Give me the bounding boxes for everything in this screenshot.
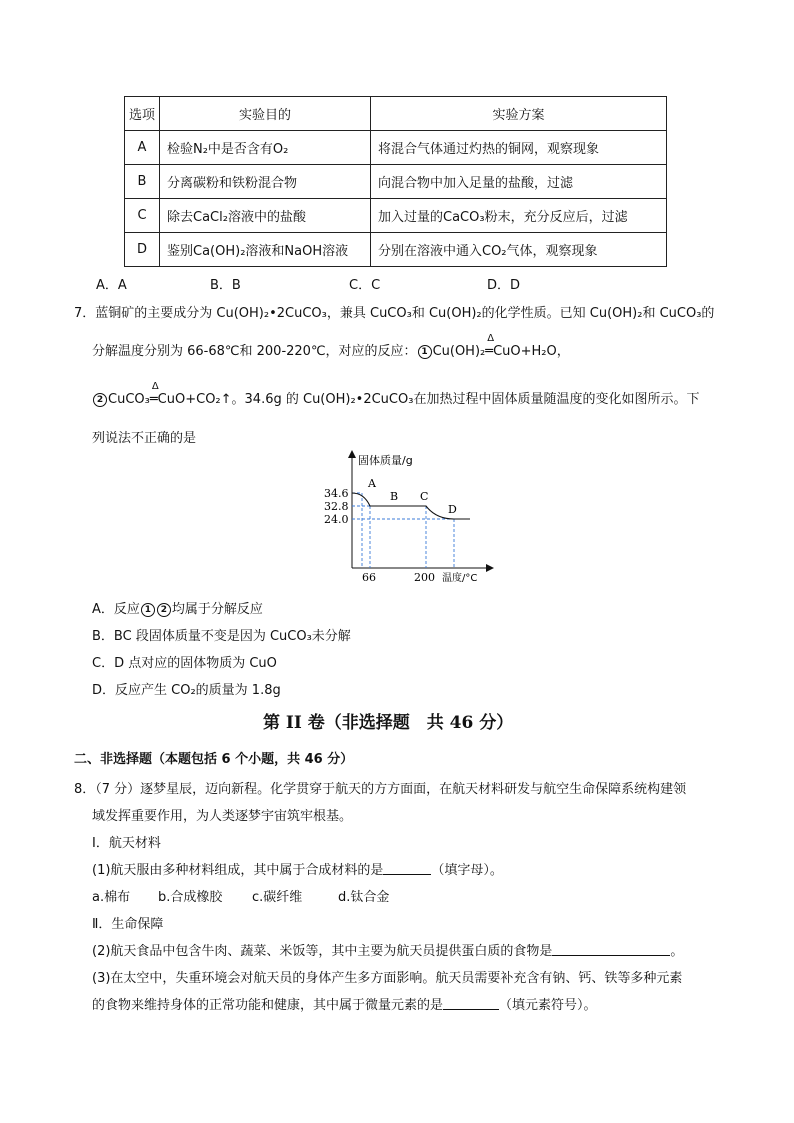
heat-arrow: Δ ═: [485, 333, 495, 359]
reaction-2-reactant: CuCO₃: [108, 392, 150, 407]
y-tick-label: 24.0: [324, 513, 349, 526]
table-cell-purpose: 鉴别Ca(OH)₂溶液和NaOH溶液: [160, 233, 371, 267]
table-row: [125, 131, 667, 165]
answer-blank-3[interactable]: [443, 997, 499, 1010]
table-row: [125, 199, 667, 233]
reaction-1-reactant: Cu(OH)₂: [432, 344, 486, 359]
q3-suffix: （填元素符号）。: [499, 998, 597, 1013]
q8-choice-d: d.钛合金: [338, 890, 390, 905]
table-cell-option: C: [125, 199, 160, 233]
table-header-cell: 实验目的: [160, 97, 371, 131]
q8-part2-heading: Ⅱ．生命保障: [92, 917, 164, 932]
table-cell-purpose: 检验N₂中是否含有O₂: [160, 131, 371, 165]
option-a-prefix: A．反应: [92, 602, 140, 617]
y-tick-label: 32.8: [324, 500, 349, 513]
q8-choice-a: a.棉布: [92, 890, 131, 905]
q8-question-3-line2: [92, 994, 597, 1013]
delta-symbol: Δ: [151, 381, 159, 392]
point-label-c: C: [420, 490, 429, 503]
table-header-cell: 选项: [125, 97, 160, 131]
experiment-table: [124, 96, 667, 267]
section-heading: 二、非选择题（本题包括 6 个小题，共 46 分）: [74, 752, 354, 767]
q2-text: (2)航天食品中包含牛肉、蔬菜、米饭等，其中主要为航天员提供蛋白质的食物是: [92, 944, 553, 959]
option-a-suffix: 均属于分解反应: [171, 602, 263, 617]
q7-option-a: [92, 598, 263, 617]
reaction-2-products: CuO+CO₂↑。34.6g 的 Cu(OH)₂•2CuCO₃在加热过程中固体质量随温度的变化如图所示。下: [157, 392, 700, 407]
q7-option-d: D．反应产生 CO₂的质量为 1.8g: [92, 683, 281, 698]
q1-suffix: （填字母）。: [431, 863, 503, 878]
q7-stem-line3: [92, 381, 700, 407]
x-tick-label: 66: [362, 571, 376, 584]
table-cell-purpose: 除去CaCl₂溶液中的盐酸: [160, 199, 371, 233]
table-cell-plan: 加入过量的CaCO₃粉末，充分反应后，过滤: [371, 199, 667, 233]
reaction-1-number: 1: [418, 345, 432, 359]
q8-choice-c: c.碳纤维: [252, 890, 303, 905]
table-row: [125, 165, 667, 199]
point-label-a: A: [368, 477, 376, 490]
table-header-cell: 实验方案: [371, 97, 667, 131]
y-axis-label: 固体质量/g: [358, 454, 413, 467]
q7-temp-text: 分解温度分别为 66-68℃和 200-220℃，对应的反应：: [92, 344, 417, 359]
q8-question-3-line1: (3)在太空中，失重环境会对航天员的身体产生多方面影响。航天员需要补充含有钠、钙、铁等多种元素: [92, 971, 683, 986]
q6-choice-c: C．C: [349, 278, 381, 293]
reaction-1-products: CuO+H₂O，: [493, 344, 570, 359]
heat-arrow: Δ ═: [149, 381, 159, 407]
q7-option-c: C．D 点对应的固体物质为 CuO: [92, 656, 277, 671]
q8-intro-line2: 域发挥重要作用，为人类逐梦宇宙筑牢根基。: [92, 809, 353, 824]
answer-blank-1[interactable]: [383, 862, 431, 875]
section-title: 第 II 卷（非选择题 共 46 分）: [263, 713, 514, 733]
delta-symbol: Δ: [487, 333, 495, 344]
q2-suffix: 。: [670, 944, 684, 959]
q8-question-1: [92, 859, 503, 878]
table-cell-option: B: [125, 165, 160, 199]
reaction-1-number: 1: [141, 603, 155, 617]
q7-option-b: B．BC 段固体质量不变是因为 CuCO₃未分解: [92, 629, 351, 644]
reaction-2-number: 2: [157, 603, 171, 617]
q1-text: (1)航天服由多种材料组成，其中属于合成材料的是: [92, 863, 384, 878]
q8-part1-heading: Ⅰ．航天材料: [92, 836, 161, 851]
table-header-row: [125, 97, 667, 131]
x-axis-label: 温度/°C: [442, 573, 478, 584]
mass-temperature-chart: [318, 448, 498, 586]
x-tick-label: 200: [414, 571, 435, 584]
q8-intro-line1: 8．（7 分）逐梦星辰，迈向新程。化学贯穿于航天的方方面面，在航天材料研发与航空生命保障系统构建领: [74, 782, 687, 797]
table-cell-purpose: 分离碳粉和铁粉混合物: [160, 165, 371, 199]
table-cell-option: A: [125, 131, 160, 165]
point-label-d: D: [448, 503, 457, 516]
q3-text: 的食物来维持身体的正常功能和健康，其中属于微量元素的是: [92, 998, 444, 1013]
y-tick-label: 34.6: [324, 487, 349, 500]
table-cell-plan: 分别在溶液中通入CO₂气体，观察现象: [371, 233, 667, 267]
table-cell-option: D: [125, 233, 160, 267]
q7-stem-line1: 7．蓝铜矿的主要成分为 Cu(OH)₂•2CuCO₃，兼具 CuCO₃和 Cu(OH)₂的化学性质。已知 Cu(OH)₂和 CuCO₃的: [74, 306, 715, 321]
reaction-2-number: 2: [93, 393, 107, 407]
table-cell-plan: 向混合物中加入足量的盐酸，过滤: [371, 165, 667, 199]
q6-choice-b: B．B: [210, 278, 241, 293]
q6-choice-a: A．A: [96, 278, 127, 293]
q8-choice-b: b.合成橡胶: [158, 890, 223, 905]
answer-blank-2[interactable]: [552, 943, 670, 956]
point-label-b: B: [390, 490, 399, 503]
table-cell-plan: 将混合气体通过灼热的铜网，观察现象: [371, 131, 667, 165]
q8-question-2: [92, 940, 683, 959]
table-row: [125, 233, 667, 267]
q7-stem-line4: 列说法不正确的是: [92, 431, 197, 446]
q7-stem-line2: [92, 333, 570, 359]
q6-choice-d: D．D: [487, 278, 521, 293]
